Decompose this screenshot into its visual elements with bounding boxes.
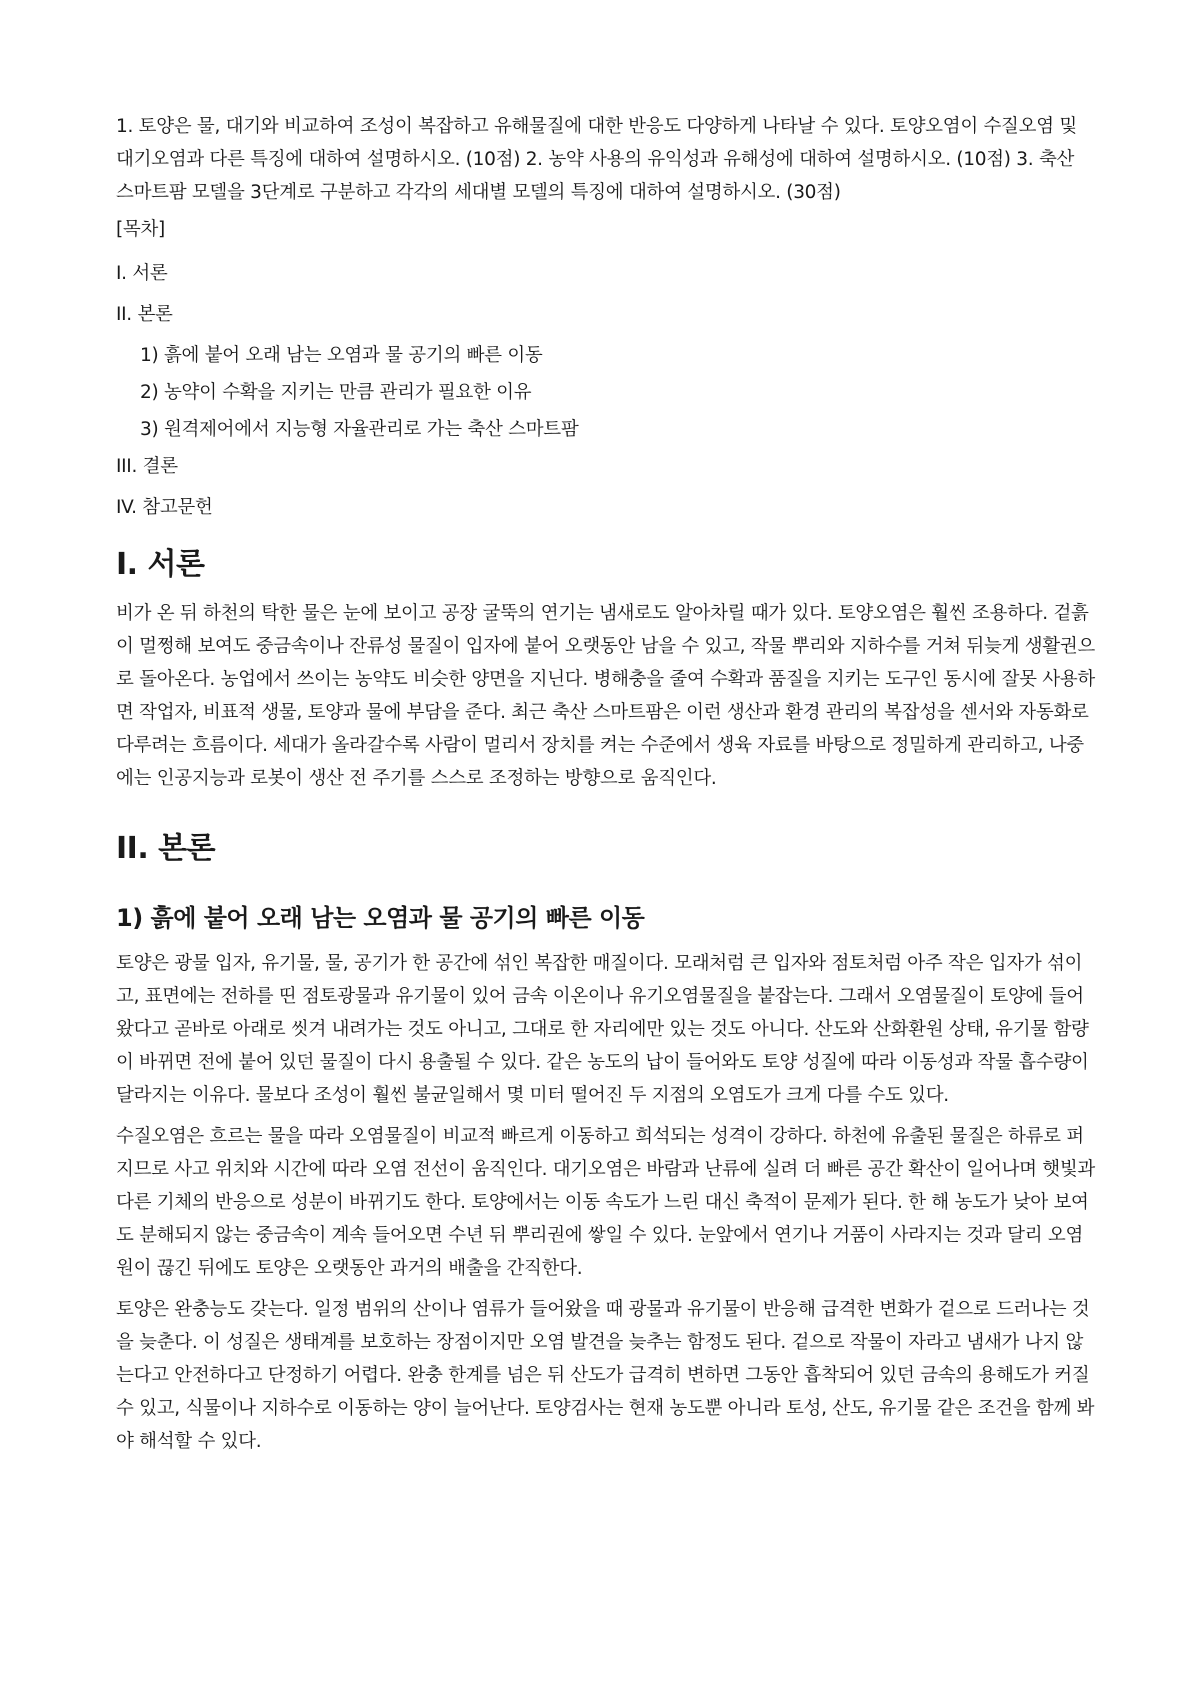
toc-item-body-3: 3) 원격제어에서 지능형 자율관리로 가는 축산 스마트팜 xyxy=(140,419,579,440)
section-heading-body: II. 본론 xyxy=(116,831,216,866)
toc-item-references: IV. 참고문헌 xyxy=(116,497,213,518)
intro-paragraph: 비가 온 뒤 하천의 탁한 물은 눈에 보이고 공장 굴뚝의 연기는 냄새로도 알아차릴 때가 있다. 토양오염은 훨씬 조용하다. 겉흙이 멀쩡해 보여도 중금속이나 잔류성 물질이 입자에 붙어 오랫동안 남을 수 있고, 작물 뿌리와 지하수를 거쳐 뒤늦게 생활권으로 돌아온다. 농업에서 쓰이는 농약도 비슷한 양면을 지닌다. 병해충을 줄여 수확과 품질을 지키는 도구인 동시에 잘못 사용하면 작업자, 비표적 생물, 토양과 물에 부담을 준다. 최근 축산 스마트팜은 이런 생산과 환경 관리의 복잡성을 센서와 자동화로 다루려는 흐름이다. 세대가 올라갈수록 사람이 멀리서 장치를 켜는 수준에서 생육 자료를 바탕으로 정밀하게 관리하고, 나중에는 인공지능과 로봇이 생산 전 주기를 스스로 조정하는 방향으로 움직인다. xyxy=(116,603,1096,789)
body-paragraph-3: 토양은 완충능도 갖는다. 일정 범위의 산이나 염류가 들어왔을 때 광물과 유기물이 반응해 급격한 변화가 겉으로 드러나는 것을 늦춘다. 이 성질은 생태계를 보호하는 장점이지만 오염 발견을 늦추는 함정도 된다. 겉으로 작물이 자라고 냄새가 나지 않는다고 안전하다고 단정하기 어렵다. 완충 한계를 넘은 뒤 산도가 급격히 변하면 그동안 흡착되어 있던 금속의 용해도가 커질 수 있고, 식물이나 지하수로 이동하는 양이 늘어난다. 토양검사는 현재 농도뿐 아니라 토성, 산도, 유기물 같은 조건을 함께 봐야 해석할 수 있다. xyxy=(116,1299,1095,1452)
toc-item-intro: I. 서론 xyxy=(116,263,168,284)
toc-item-body-1: 1) 흙에 붙어 오래 남는 오염과 물 공기의 빠른 이동 xyxy=(140,345,543,366)
toc-title: [목차] xyxy=(116,219,165,240)
assignment-question: 1. 토양은 물, 대기와 비교하여 조성이 복잡하고 유해물질에 대한 반응도 다양하게 나타날 수 있다. 토양오염이 수질오염 및 대기오염과 다른 특징에 대하여 설명하시오. (10점) 2. 농약 사용의 유익성과 유해성에 대하여 설명하시오. (10점) 3. 축산 스마트팜 모델을 3단계로 구분하고 각각의 세대별 모델의 특징에 대하여 설명하시오. (30점) xyxy=(116,116,1077,203)
toc-item-conclusion: III. 결론 xyxy=(116,456,178,477)
section-heading-intro: I. 서론 xyxy=(116,547,205,582)
body-paragraph-1: 토양은 광물 입자, 유기물, 물, 공기가 한 공간에 섞인 복잡한 매질이다. 모래처럼 큰 입자와 점토처럼 아주 작은 입자가 섞이고, 표면에는 전하를 띤 점토광물과 유기물이 있어 금속 이온이나 유기오염물질을 붙잡는다. 그래서 오염물질이 토양에 들어왔다고 곧바로 아래로 씻겨 내려가는 것도 아니고, 그대로 한 자리에만 있는 것도 아니다. 산도와 산화환원 상태, 유기물 함량이 바뀌면 전에 붙어 있던 물질이 다시 용출될 수 있다. 같은 농도의 납이 들어와도 토양 성질에 따라 이동성과 작물 흡수량이 달라지는 이유다. 물보다 조성이 훨씬 불균일해서 몇 미터 떨어진 두 지점의 오염도가 크게 다를 수도 있다. xyxy=(116,953,1089,1106)
body-paragraph-2: 수질오염은 흐르는 물을 따라 오염물질이 비교적 빠르게 이동하고 희석되는 성격이 강하다. 하천에 유출된 물질은 하류로 퍼지므로 사고 위치와 시간에 따라 오염 전선이 움직인다. 대기오염은 바람과 난류에 실려 더 빠른 공간 확산이 일어나며 햇빛과 다른 기체의 반응으로 성분이 바뀌기도 한다. 토양에서는 이동 속도가 느린 대신 축적이 문제가 된다. 한 해 농도가 낮아 보여도 분해되지 않는 중금속이 계속 들어오면 수년 뒤 뿌리권에 쌓일 수 있다. 눈앞에서 연기나 거품이 사라지는 것과 달리 오염원이 끊긴 뒤에도 토양은 오랫동안 과거의 배출을 간직한다. xyxy=(116,1126,1096,1279)
document-page xyxy=(116,110,1096,1466)
table-of-contents xyxy=(116,219,1096,519)
subsection-heading-1: 1) 흙에 붙어 오래 남는 오염과 물 공기의 빠른 이동 xyxy=(116,904,645,932)
toc-item-body: II. 본론 xyxy=(116,304,173,325)
toc-item-body-2: 2) 농약이 수확을 지키는 만큼 관리가 필요한 이유 xyxy=(140,382,532,403)
